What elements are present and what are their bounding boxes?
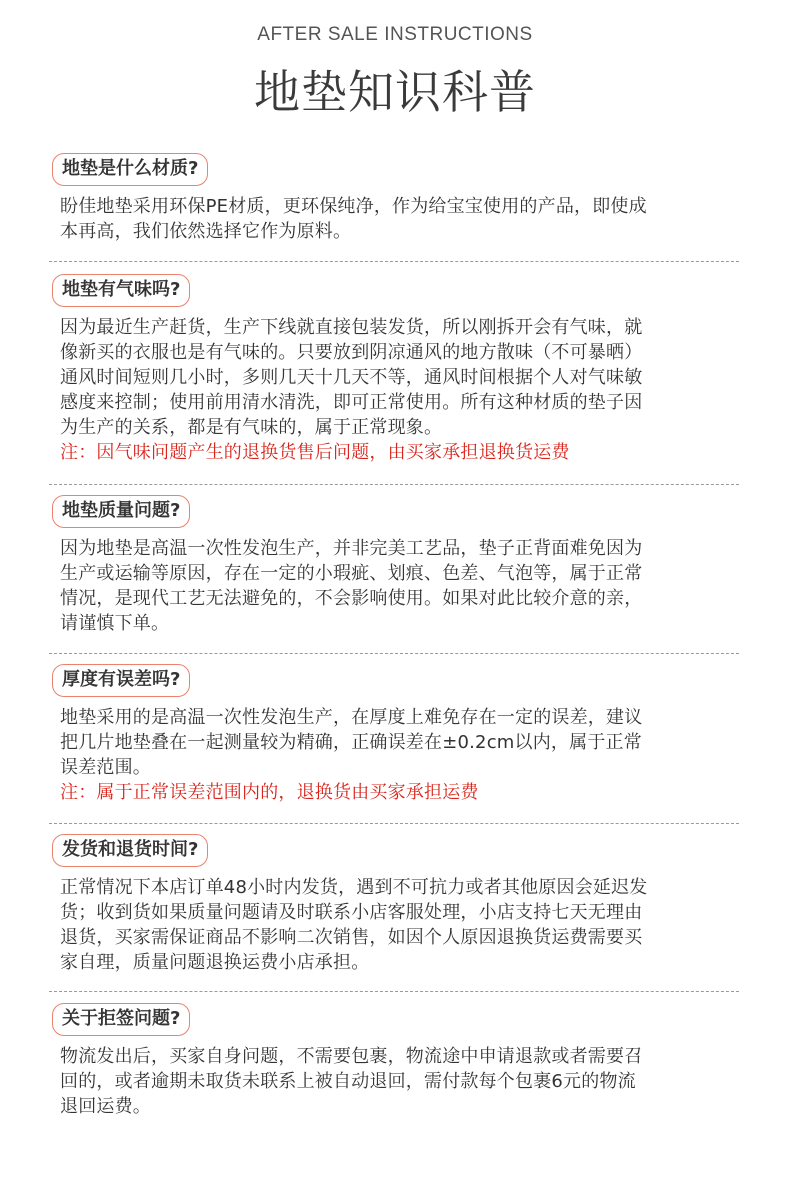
faq-section-material (49, 153, 739, 244)
answer-line: 回的，或者逾期未取货未联系上被自动退回，需付款每个包裹6元的物流 (60, 1071, 636, 1092)
answer-line: 盼佳地垫采用环保PE材质，更环保纯净，作为给宝宝使用的产品，即使成 (60, 196, 647, 217)
faq-section-refusal (49, 1003, 739, 1119)
answer-text (60, 536, 739, 636)
section-divider (49, 484, 739, 485)
question-pill: 地垫有气味吗? (52, 274, 190, 307)
answer-line: 本再高，我们依然选择它作为原料。 (60, 221, 352, 242)
question-pill: 关于拒签问题? (52, 1003, 190, 1036)
faq-section-quality (49, 495, 739, 636)
answer-line: 通风时间短则几小时，多则几天十几天不等，通风时间根据个人对气味敏 (60, 367, 643, 388)
answer-text (60, 315, 739, 465)
section-divider (49, 991, 739, 992)
answer-line: 正常情况下本店订单48小时内发货，遇到不可抗力或者其他原因会延迟发 (60, 877, 648, 898)
page-subtitle: AFTER SALE INSTRUCTIONS (257, 24, 533, 45)
page-title: 地垫知识科普 (254, 65, 536, 119)
answer-line: 货；收到货如果质量问题请及时联系小店客服处理，小店支持七天无理由 (60, 902, 643, 923)
answer-line: 像新买的衣服也是有气味的。只要放到阴凉通风的地方散味（不可暴晒） (60, 342, 643, 363)
answer-text (60, 705, 739, 805)
section-divider (49, 261, 739, 262)
answer-line: 退货，买家需保证商品不影响二次销售，如因个人原因退换货运费需要买 (60, 927, 643, 948)
question-pill: 地垫质量问题? (52, 495, 190, 528)
answer-text (60, 875, 739, 975)
note-text: 注：因气味问题产生的退换货售后问题，由买家承担退换货运费 (60, 442, 570, 463)
faq-section-thickness (49, 664, 739, 805)
answer-line: 因为最近生产赶货，生产下线就直接包装发货，所以刚拆开会有气味，就 (60, 317, 643, 338)
section-divider (49, 823, 739, 824)
answer-line: 物流发出后，买家自身问题，不需要包裹，物流途中申请退款或者需要召 (60, 1046, 643, 1067)
note-text: 注：属于正常误差范围内的，退换货由买家承担运费 (60, 782, 479, 803)
answer-line: 地垫采用的是高温一次性发泡生产，在厚度上难免存在一定的误差，建议 (60, 707, 643, 728)
answer-line: 退回运费。 (60, 1096, 151, 1117)
question-pill: 发货和退货时间? (52, 834, 208, 867)
answer-line: 生产或运输等原因，存在一定的小瑕疵、划痕、色差、气泡等，属于正常 (60, 563, 643, 584)
answer-line: 请谨慎下单。 (60, 613, 170, 634)
question-pill: 地垫是什么材质? (52, 153, 208, 186)
answer-text (60, 194, 739, 244)
section-divider (49, 653, 739, 654)
answer-line: 为生产的关系，都是有气味的，属于正常现象。 (60, 417, 443, 438)
answer-line: 家自理，质量问题退换运费小店承担。 (60, 952, 370, 973)
answer-line: 把几片地垫叠在一起测量较为精确，正确误差在±0.2cm以内，属于正常 (60, 732, 642, 753)
answer-line: 情况，是现代工艺无法避免的，不会影响使用。如果对此比较介意的亲， (60, 588, 643, 609)
faq-section-odor (49, 274, 739, 465)
answer-text (60, 1044, 739, 1119)
answer-line: 感度来控制；使用前用清水清洗，即可正常使用。所有这种材质的垫子因 (60, 392, 643, 413)
answer-line: 因为地垫是高温一次性发泡生产，并非完美工艺品，垫子正背面难免因为 (60, 538, 643, 559)
faq-section-shipping (49, 834, 739, 975)
question-pill: 厚度有误差吗? (52, 664, 190, 697)
answer-line: 误差范围。 (60, 757, 151, 778)
